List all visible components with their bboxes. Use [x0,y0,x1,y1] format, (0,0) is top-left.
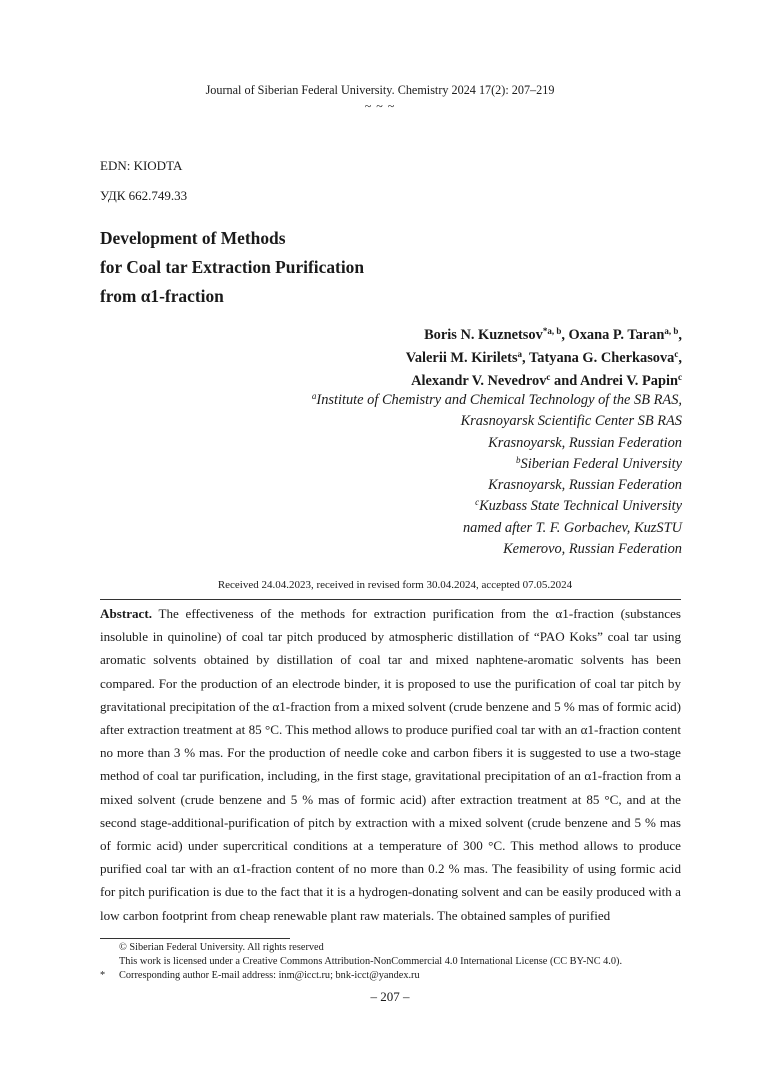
affiliation-text: Institute of Chemistry and Chemical Technology of the SB RAS, [316,392,682,408]
journal-header: Journal of Siberian Federal University. Chemistry 2024 17(2): 207–219 [205,83,555,97]
author-affil-mark: c [674,349,679,359]
author-line-2 [406,347,682,370]
author-separator: and [550,373,581,389]
author-name: Alexandr V. Nevedrov [411,373,547,389]
title-line-1: Development of Methods [100,228,286,248]
author-line-1 [406,324,682,347]
abstract-label: Abstract. [100,606,152,621]
affiliation-mark: c [475,497,480,508]
header-ornament: ~ ~ ~ [364,99,396,113]
affiliation-a-line-3: Krasnoyarsk, Russian Federation [488,434,682,451]
edn-code: EDN: KIODTA [100,158,183,173]
author-affil-mark: a, b [664,326,679,336]
affiliations [312,390,682,560]
affiliation-text: Siberian Federal University [520,455,682,472]
author-separator: , [522,350,529,366]
affiliation-c-line-3: Kemerovo, Russian Federation [503,541,682,558]
affiliation-b-line-1 [312,454,682,475]
paper-title [100,224,364,311]
author-affil-mark: c [678,372,682,382]
affiliation-a-line-1 [312,390,682,411]
author-separator: , [678,327,682,343]
author-separator: , [561,327,569,343]
affiliation-mark: b [516,454,521,465]
footnote-license: This work is licensed under a Creative Commons Attribution-NonCommercial 4.0 International License (CC BY-NC 4.0). [119,956,623,967]
author-separator: , [678,350,682,366]
title-line-2: for Coal tar Extraction Purification [100,257,365,277]
udk-code: УДК 662.749.33 [100,188,188,203]
author-affil-mark: *a, b [542,326,562,336]
abstract-divider [100,599,681,600]
affiliation-text: Kuzbass State Technical University [479,498,682,515]
title-line-3: from α1-fraction [100,286,224,306]
footnote-corresponding-author: Corresponding author E-mail address: inm@icct.ru; bnk-icct@yandex.ru [119,970,420,981]
author-name: Oxana P. Taran [568,327,665,343]
author-name: Boris N. Kuznetsov [424,327,543,343]
author-name: Andrei V. Papin [580,373,678,389]
footnote-copyright: © Siberian Federal University. All rights reserved [119,942,324,953]
abstract-text: The effectiveness of the methods for extraction purification from the α1-fraction (substances insoluble in quinoline) of coal tar pitch produced by atmospheric distillation of “PAO Koks” coal tar using aromatic solvents obtained by distillation of coal tar and mixed naphtene-aromatic solvents has been compared. For the production of an electrode binder, it is proposed to use the purification of coal tar pitch by gravitational precipitation of the α1-fraction from a mixed solvent (crude benzene and 5 % mas of formic acid) after extraction treatment at 85 °C. This method allows to produce purified coal tar with an α1-fraction content no more than 3 % mas. For the production of needle coke and carbon fibers it is suggested to use a two-stage method of coal tar purification, including, in the first stage, gravitational precipitation of an α1-fraction from a mixed solvent (crude benzene and 5 % mas of formic acid) after extraction treatment at 85 °C, and at the second stage-additional-purification of pitch by extraction with a mixed solvent (crude benzene and 5 % mas of formic acid) under supercritical conditions at a temperature of 300 °C. This method allows to produce purified coal tar with an α1-fraction content of no more than 0.2 % mas. The feasibility of using formic acid for pitch purification is due to the fact that it is a hydrogen-donating solvent and can be easily produced with a low carbon footprint from cheap renewable plant raw materials. The obtained samples of purified [100,606,681,923]
affiliation-c-line-1 [312,496,682,517]
footnote-divider [100,938,290,939]
affiliation-mark: a [311,391,317,401]
author-affil-mark: a [517,349,523,359]
received-dates: Received 24.04.2023, received in revised form 30.04.2024, accepted 07.05.2024 [217,579,573,591]
author-name: Tatyana G. Cherkasova [528,350,675,366]
affiliation-b-line-2: Krasnoyarsk, Russian Federation [488,477,682,494]
affiliation-c-line-2: named after T. F. Gorbachev, KuzSTU [462,519,682,536]
author-list [406,324,682,393]
author-name: Valerii M. Kirilets [405,350,518,366]
author-affil-mark: c [546,372,551,382]
abstract [100,602,681,927]
footnote-star-mark: * [100,970,106,981]
affiliation-a-line-2: Krasnoyarsk Scientific Center SB RAS [460,413,682,430]
page-number: – 207 – [370,989,410,1004]
